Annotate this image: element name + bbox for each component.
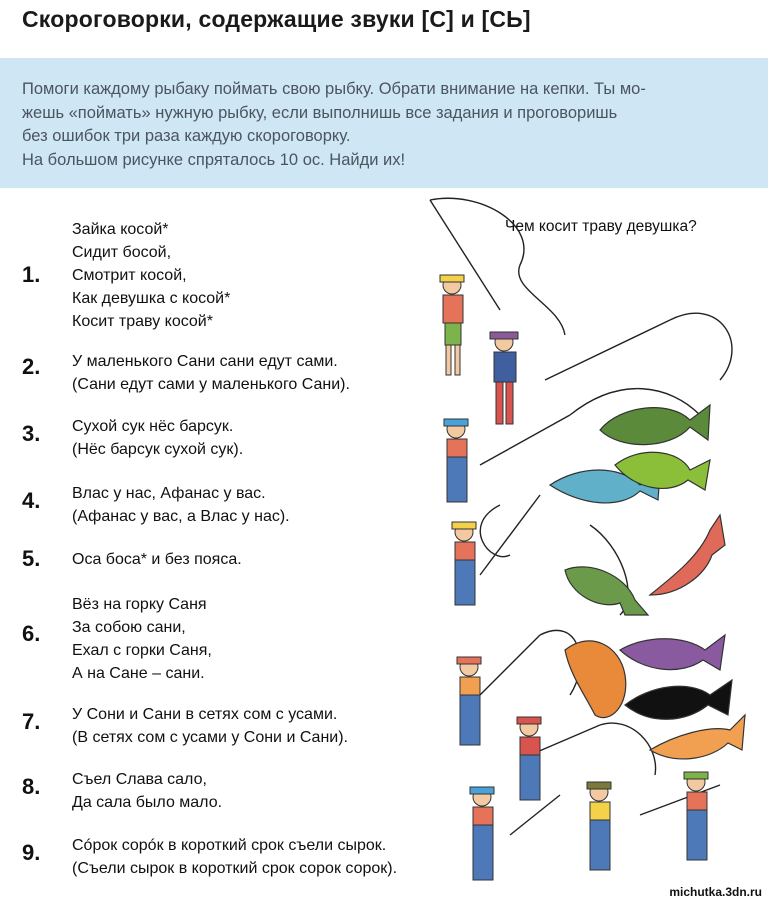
twister-number: 4. xyxy=(22,488,41,513)
twister-line: Косит траву косой* xyxy=(72,313,213,330)
twister-line: У Сони и Сани в сетях сом с усами. xyxy=(72,706,338,723)
twister-lines xyxy=(72,350,350,396)
twister-line: Ехал с горки Саня, xyxy=(72,642,212,659)
twister-number: 5. xyxy=(22,546,41,571)
twister-number: 7. xyxy=(22,709,41,734)
twister-number: 3. xyxy=(22,421,41,446)
instruction-line: Помоги каждому рыбаку поймать свою рыбку. Обрати внимание на кепки. Ты мо- xyxy=(22,80,646,98)
twister-number: 1. xyxy=(22,262,41,287)
instruction-line: На большом рисунке спряталось 10 ос. Найди их! xyxy=(22,150,406,169)
twister-line: Оса боса* и без пояса. xyxy=(72,551,242,568)
twister-line: Сухой сук нёс барсук. xyxy=(72,418,234,435)
twister-lines xyxy=(72,548,242,571)
twister-line: (Афанас у вас, а Влас у нас). xyxy=(72,508,290,525)
twister-line: У маленького Сани сани едут сами. xyxy=(72,353,338,370)
twister-lines xyxy=(72,834,397,880)
twister-number: 2. xyxy=(22,354,41,379)
twister-number: 9. xyxy=(22,840,41,865)
twister-line: Съел Слава сало, xyxy=(72,771,207,788)
twister-line: Зайка косой* xyxy=(72,221,169,238)
twister-lines xyxy=(72,482,290,528)
twister-line: Сóрок сорóк в короткий срок съели сырок. xyxy=(72,837,387,854)
instruction-box xyxy=(0,58,768,188)
twister-line: Смотрит косой, xyxy=(72,267,187,284)
twister-lines xyxy=(72,415,243,461)
twister-lines xyxy=(72,593,212,685)
instruction-line: без ошибок три раза каждую скороговорку. xyxy=(22,127,351,145)
twister-line: Влас у нас, Афанас у вас. xyxy=(72,485,266,502)
twister-line: Сидит босой, xyxy=(72,244,172,261)
question-text: Чем косит траву девушка? xyxy=(505,218,697,235)
fishing-illustration xyxy=(420,195,768,895)
page-title: Скороговорки, содержащие звуки [С] и [СЬ] xyxy=(22,6,531,32)
twister-line: (Сани едут сами у маленького Сани). xyxy=(72,376,350,393)
twister-line: Как девушка с косой* xyxy=(72,290,231,307)
twister-line: А на Сане – сани. xyxy=(72,665,205,682)
instruction-line: жешь «поймать» нужную рыбку, если выполнишь все задания и проговоришь xyxy=(22,103,618,122)
twister-lines xyxy=(72,218,230,333)
twister-line: Да сала было мало. xyxy=(72,794,223,811)
twister-lines xyxy=(72,768,222,814)
twister-line: Вёз на горку Саня xyxy=(72,596,207,613)
fish-figures xyxy=(550,405,745,759)
watermark: michutka.3dn.ru xyxy=(669,885,762,899)
twister-line: (Нёс барсук сухой сук). xyxy=(72,441,244,458)
twister-lines xyxy=(72,703,348,749)
twister-number: 8. xyxy=(22,774,41,799)
twister-line: За собою сани, xyxy=(72,619,186,636)
twister-line: (Съели сырок в короткий срок сорок сорок). xyxy=(72,860,398,877)
instruction-text xyxy=(22,78,752,172)
twister-number: 6. xyxy=(22,621,41,646)
twister-line: (В сетях сом с усами у Сони и Сани). xyxy=(72,729,348,746)
